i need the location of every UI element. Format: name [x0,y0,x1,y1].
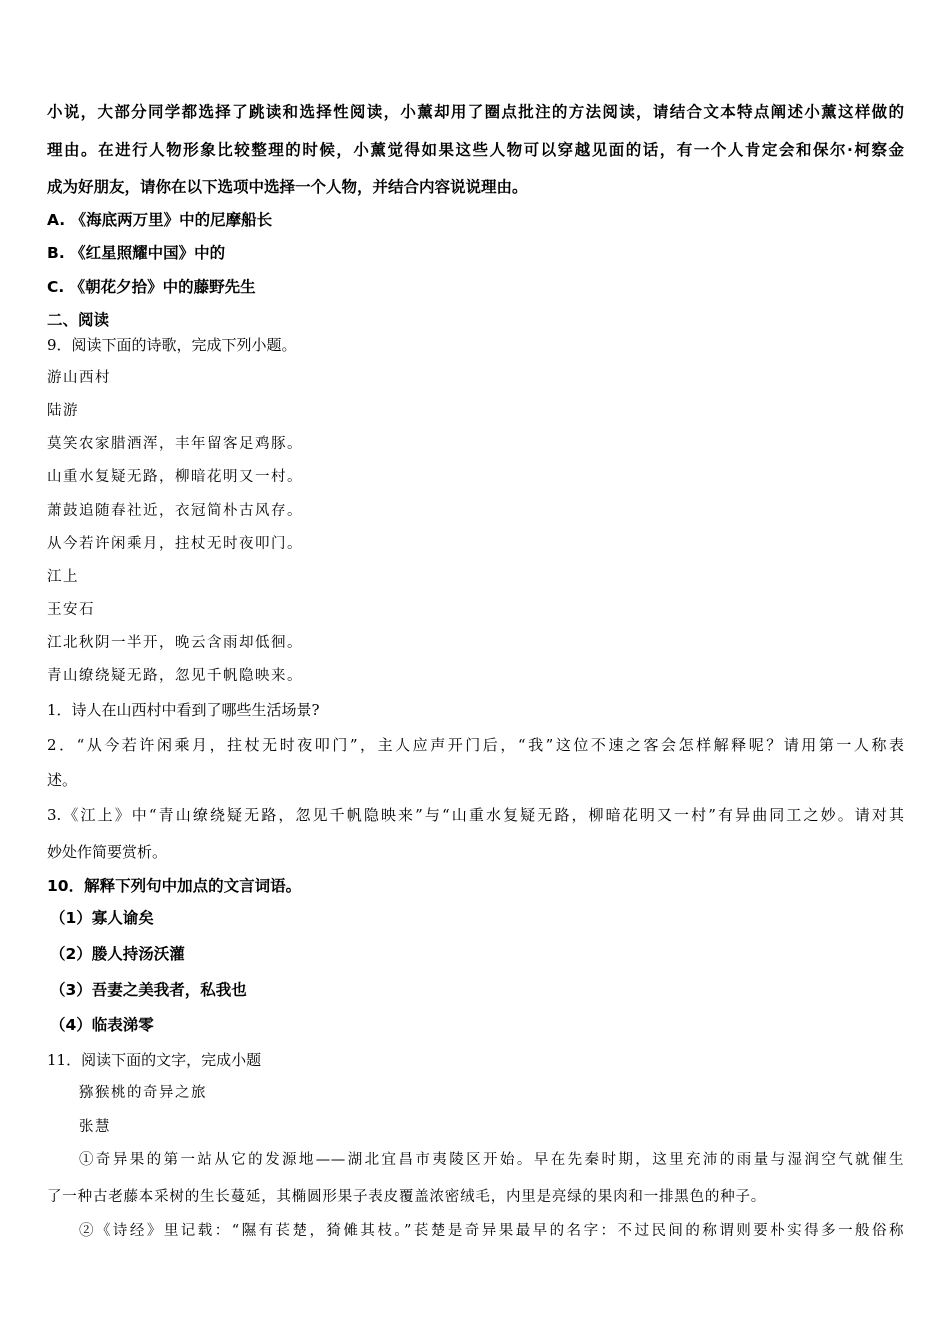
q11-prompt: 11．阅读下面的文字，完成小题 [47,1051,262,1069]
section-title: 二、阅读 [47,311,110,329]
poem1-author: 陆游 [47,403,79,419]
poem1-title: 游山西村 [47,370,111,386]
q11-para-1-line-2: 了一种古老藤本采树的生长蔓延，其椭圆形果子表皮覆盖浓密绒毛，内里是亮绿的果肉和一排黑色的种子。 [47,1189,767,1205]
intro-line-3: 成为好朋友，请你在以下选项中选择一个人物，并结合内容说说理由。 [47,178,528,196]
option-b: B. 《红星照耀中国》中的 [47,244,226,262]
q10-item-2: （2）媵人持汤沃灌 [50,945,185,963]
q9-sub-2-line-2: 述。 [47,771,78,789]
intro-line-1: 小说，大部分同学都选择了跳读和选择性阅读，小薰却用了圈点批注的方法阅读，请结合文本特点阐述小薰这样做的 [47,103,904,121]
q9-prompt: 9．阅读下面的诗歌，完成下列小题。 [47,336,297,354]
poem2-line-1: 江北秋阴一半开，晚云含雨却低徊。 [47,635,303,651]
poem2-line-2: 青山缭绕疑无路，忽见千帆隐映来。 [47,668,303,684]
q9-sub-3-line-2: 妙处作简要赏析。 [47,843,168,861]
poem1-line-1: 莫笑农家腊酒浑，丰年留客足鸡豚。 [47,436,303,452]
q10-item-3: （3）吾妻之美我者，私我也 [50,981,247,999]
q11-para-2-line-1: ②《诗经》里记载：“隰有苌楚，猗傩其枝。”苌楚是奇异果最早的名字：不过民间的称谓则要朴实得多一般俗称 [79,1223,904,1239]
q10-prompt: 10．解释下列句中加点的文言词语。 [47,877,302,895]
q11-article-title: 猕猴桃的奇异之旅 [79,1085,207,1101]
option-c: C. 《朝花夕拾》中的藤野先生 [47,278,256,296]
q11-para-1-line-1: ①奇异果的第一站从它的发源地——湖北宜昌市夷陵区开始。早在先秦时期，这里充沛的雨量与湿润空气就催生 [79,1152,904,1168]
q10-item-4: （4）临表涕零 [50,1016,154,1034]
poem1-line-2: 山重水复疑无路，柳暗花明又一村。 [47,469,303,485]
option-a: A. 《海底两万里》中的尼摩船长 [47,211,273,229]
poem1-line-3: 萧鼓追随春社近，衣冠简朴古风存。 [47,503,303,519]
intro-line-2: 理由。在进行人物形象比较整理的时候，小薰觉得如果这些人物可以穿越见面的话，有一个人肯定会和保尔·柯察金 [47,141,904,159]
q9-sub-3-line-1: 3.《江上》中“青山缭绕疑无路，忽见千帆隐映来”与“山重水复疑无路，柳暗花明又一村”有异曲同工之妙。请对其 [47,806,904,824]
q9-sub-2-line-1: 2．“从今若许闲乘月，拄杖无时夜叩门”，主人应声开门后，“我”这位不速之客会怎样解释呢？请用第一人称表 [47,736,904,754]
q9-sub-1: 1．诗人在山西村中看到了哪些生活场景? [47,701,320,719]
poem2-author: 王安石 [47,602,95,618]
q11-article-author: 张慧 [79,1119,111,1135]
q10-item-1: （1）寡人谕矣 [50,909,154,927]
poem1-line-4: 从今若许闲乘月，拄杖无时夜叩门。 [47,536,303,552]
poem2-title: 江上 [47,569,79,585]
